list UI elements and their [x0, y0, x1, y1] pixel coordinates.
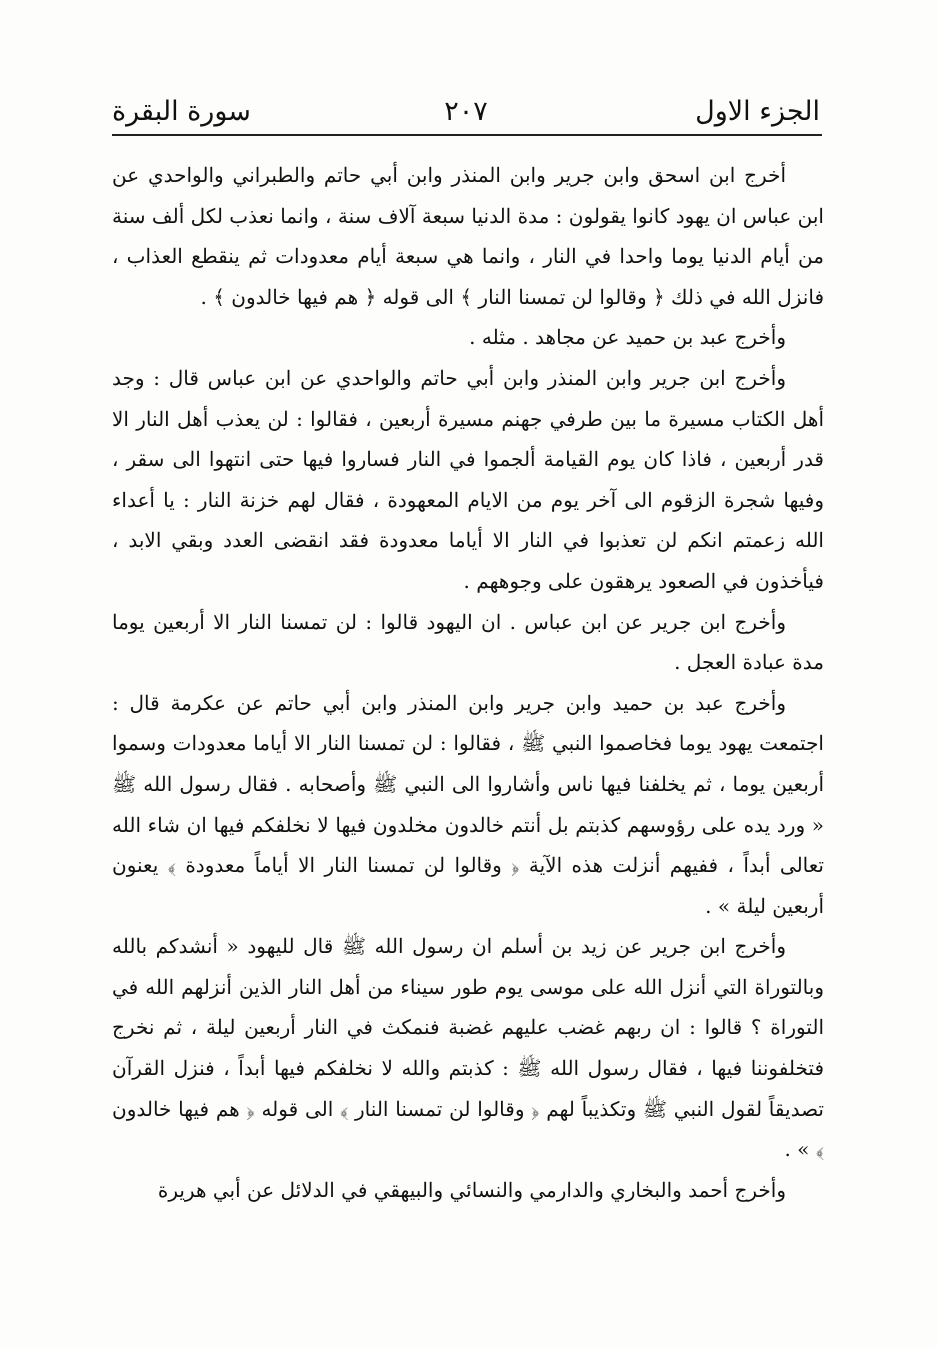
paragraph: وأخرج ابن جرير وابن المنذر وابن أبي حاتم والواحدي عن ابن عباس قال : وجد أهل الكتاب مسيرة ما بين طرفي جهنم مسيرة أربعين ، فقالوا : لن يعذب أهل النار الا قدر أربعين ، فاذا كان يوم القيامة ألجموا في النار فساروا فيها حتى انتهوا الى سقر ، وفيها شجرة الزقوم الى آخر يوم من الايام المعهودة ، فقال لهم خزنة النار : يا أعداء الله زعمتم انكم لن تعذبوا في النار الا أياما معدودة فقد انقضى العدد وبقي الابد ، فيأخذون في الصعود يرهقون على وجوههم .	[112, 365, 824, 593]
paragraph: وأخرج عبد بن حميد وابن جرير وابن المنذر وابن أبي حاتم عن عكرمة قال : اجتمعت يهود يوما فخاصموا النبي ﷺ ، فقالوا : لن تمسنا النار الا أياما معدودات وسموا أربعين يوما ، ثم يخلفنا فيها ناس وأشاروا الى النبي ﷺ وأصحابه . فقال رسول الله ﷺ « ورد يده على رؤوسهم كذبتم بل أنتم خالدون مخلدون فيها لا نخلفكم فيها ان شاء الله تعالى أبداً ، ففيهم أنزلت هذه الآية ﴿ وقالوا لن تمسنا النار الا أياماً معدودة ﴾ يعنون أربعين ليلة » .	[112, 690, 824, 918]
surah-label: سورة البقرة	[112, 96, 251, 127]
juz-label: الجزء الاول	[695, 96, 820, 127]
page-header	[112, 84, 820, 128]
paragraph: وأخرج أحمد والبخاري والدارمي والنسائي والبيهقي في الدلائل عن أبي هريرة	[157, 1177, 786, 1202]
paragraph: أخرج ابن اسحق وابن جرير وابن المنذر وابن أبي حاتم والطبراني والواحدي عن ابن عباس ان يهود كانوا يقولون : مدة الدنيا سبعة آلاف سنة ، وانما نعذب لكل ألف سنة من أيام الدنيا يوما واحدا في النار ، وانما هي سبعة أيام معدودات ثم ينقطع العذاب ، فانزل الله في ذلك ﴿ وقالوا لن تمسنا النار ﴾ الى قوله ﴿ هم فيها خالدون ﴾ .	[112, 163, 824, 309]
page-body	[112, 155, 824, 1210]
paragraph: وأخرج ابن جرير عن ابن عباس . ان اليهود قالوا : لن تمسنا النار الا أربعين يوما مدة عبادة العجل .	[112, 609, 824, 675]
paragraph: وأخرج عبد بن حميد عن مجاهد . مثله .	[469, 325, 786, 350]
page-number: ٢٠٧	[444, 96, 488, 127]
header-divider	[112, 134, 822, 136]
paragraph: وأخرج ابن جرير عن زيد بن أسلم ان رسول الله ﷺ قال لليهود « أنشدكم بالله وبالتوراة التي أنزل الله على موسى يوم طور سيناء من أهل النار الذين أنزلهم الله في التوراة ؟ قالوا : ان ربهم غضب عليهم غضبة فنمكث في النار أربعين ليلة ، ثم نخرج فتخلفوننا فيها ، فقال رسول الله ﷺ : كذبتم والله لا نخلفكم فيها أبداً ، فنزل القرآن تصديقاً لقول النبي ﷺ وتكذيباً لهم ﴿ وقالوا لن تمسنا النار ﴾ الى قوله ﴿ هم فيها خالدون ﴾ » .	[112, 934, 825, 1162]
